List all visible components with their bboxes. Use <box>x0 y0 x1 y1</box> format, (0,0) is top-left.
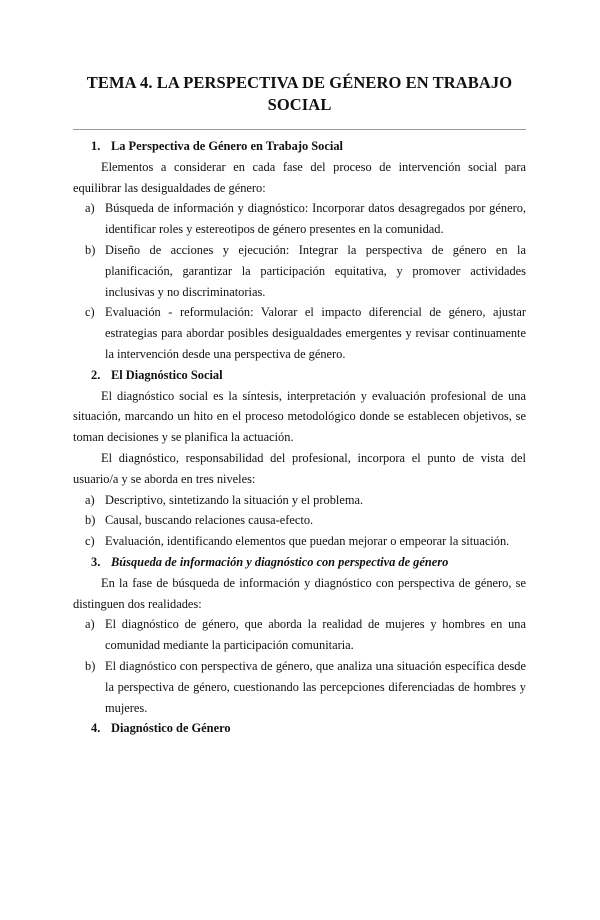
section-number: 3. <box>91 554 101 569</box>
list-label: c) <box>85 534 95 549</box>
section-heading-1 <box>73 136 526 157</box>
document-body <box>73 136 526 739</box>
list-text: Causal, buscando relaciones causa-efecto. <box>105 513 314 528</box>
list-item <box>73 302 526 364</box>
section-heading-3 <box>73 552 526 573</box>
section-number: 1. <box>91 139 101 153</box>
document-title: TEMA 4. LA PERSPECTIVA DE GÉNERO EN TRABAJO SOCIAL <box>86 73 513 114</box>
section-title: Diagnóstico de Género <box>111 721 231 736</box>
list-label: a) <box>85 617 95 632</box>
list-text: Búsqueda de información y diagnóstico: Incorporar datos desagregados por género, identificar roles y estereotipos de género presentes en la comunidad. <box>105 201 526 237</box>
list-label: a) <box>85 492 95 507</box>
list-label: a) <box>85 201 95 216</box>
list-label: c) <box>85 305 95 320</box>
section-intro: En la fase de búsqueda de información y diagnóstico con perspectiva de género, se distinguen dos realidades: <box>73 575 526 611</box>
section-title: El Diagnóstico Social <box>111 367 223 382</box>
list-label: b) <box>85 242 96 257</box>
document-page <box>0 72 600 920</box>
list-text: Diseño de acciones y ejecución: Integrar la perspectiva de género en la planificación, garantizar la participación equitativa, y promover actividades inclusivas y no discriminatorias. <box>105 242 526 299</box>
section-heading-4 <box>73 718 526 739</box>
list-label: b) <box>85 513 96 528</box>
section-title: La Perspectiva de Género en Trabajo Social <box>111 139 343 153</box>
section-number: 4. <box>91 721 101 736</box>
list-item <box>73 240 526 302</box>
section-intro: Elementos a considerar en cada fase del proceso de intervención social para equilibrar las desigualdades de género: <box>73 159 526 195</box>
list-text: El diagnóstico de género, que aborda la realidad de mujeres y hombres en una comunidad mediante la participación comunitaria. <box>105 617 526 653</box>
list-label: b) <box>85 658 96 673</box>
list-item <box>73 198 526 240</box>
list-text: El diagnóstico con perspectiva de género, que analiza una situación específica desde la perspectiva de género, cuestionando las percepciones diferenciadas de hombres y mujeres. <box>105 658 526 715</box>
list-text: Evaluación, identificando elementos que puedan mejorar o empeorar la situación. <box>105 534 510 549</box>
paragraph: El diagnóstico, responsabilidad del profesional, incorpora el punto de vista del usuario/a y se aborda en tres niveles: <box>73 450 526 486</box>
list-item <box>73 656 526 718</box>
list-item <box>73 510 526 531</box>
section-number: 2. <box>91 367 101 382</box>
section-heading-2 <box>73 365 526 386</box>
title-divider <box>73 129 526 130</box>
list-text: Descriptivo, sintetizando la situación y el problema. <box>105 492 364 507</box>
list-item <box>73 490 526 511</box>
list-item <box>73 531 526 552</box>
section-title: Búsqueda de información y diagnóstico con perspectiva de género <box>111 554 449 569</box>
list-text: Evaluación - reformulación: Valorar el impacto diferencial de género, ajustar estrategias para abordar posibles desigualdades emergentes y revisar continuamente la intervención desde una perspectiva de género. <box>105 305 526 361</box>
list-item <box>73 614 526 656</box>
paragraph: El diagnóstico social es la síntesis, interpretación y evaluación profesional de una situación, marcando un hito en el proceso metodológico donde se establecen objetivos, se toman decisiones y se planifica la actuación. <box>73 388 526 445</box>
